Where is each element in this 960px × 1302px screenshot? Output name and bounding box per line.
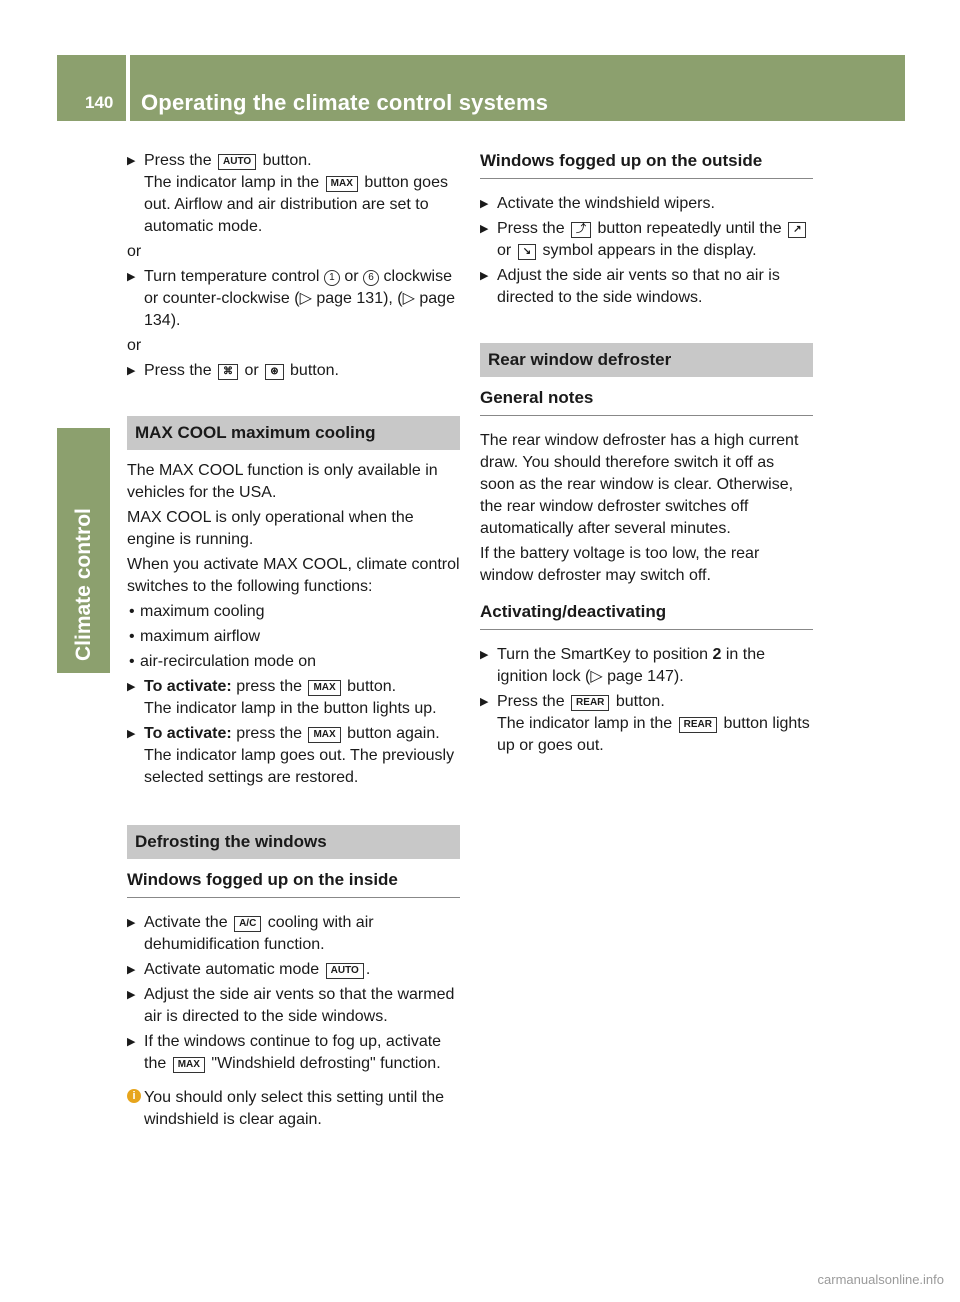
subheading-inside: Windows fogged up on the inside xyxy=(127,869,460,898)
bullet-item: • maximum airflow xyxy=(129,628,261,645)
info-icon: i xyxy=(127,1089,141,1103)
or-text: or xyxy=(127,243,142,260)
page-header xyxy=(57,55,905,121)
subheading-outside: Windows fogged up on the outside xyxy=(480,150,813,179)
step-item: ▶ If the windows continue to fog up, activate the MAX "Windshield defrosting" function. xyxy=(127,1033,442,1072)
callout-1-icon: 1 xyxy=(324,270,340,286)
temp-down-icon: ⊛ xyxy=(265,364,283,380)
section-heading-rear-defroster: Rear window defroster xyxy=(480,343,813,377)
temp-up-icon: ⌘ xyxy=(218,364,238,380)
defrost-max-icon: MAX xyxy=(173,1057,205,1073)
paragraph: MAX COOL is only operational when the engine is running. xyxy=(127,509,414,548)
section-heading-max-cool: MAX COOL maximum cooling xyxy=(127,416,460,450)
max-cool-icon: MAX xyxy=(308,680,340,696)
air-distribution-icon: ⤴ xyxy=(571,222,591,238)
page-title: Operating the climate control systems xyxy=(141,90,549,115)
watermark: carmanualsonline.info xyxy=(817,1272,944,1287)
step-item: ▶ Press the ⤴ button repeatedly until the ↗ or ↘ symbol appears in the display. xyxy=(480,218,813,262)
auto-button-icon: AUTO xyxy=(326,963,364,979)
step-arrow-icon: ▶ xyxy=(480,198,489,210)
step-item: ▶ Press the ⌘ or ⊛ button. xyxy=(127,360,460,382)
max-cool-icon: MAX xyxy=(308,727,340,743)
step-arrow-icon: ▶ xyxy=(127,681,136,693)
section-heading-defrosting: Defrosting the windows xyxy=(127,825,460,859)
paragraph: When you activate MAX COOL, climate control switches to the following functions: xyxy=(127,556,460,595)
step-arrow-icon: ▶ xyxy=(127,917,136,929)
callout-6-icon: 6 xyxy=(363,270,379,286)
step-arrow-icon: ▶ xyxy=(127,964,136,976)
step-arrow-icon: ▶ xyxy=(127,728,136,740)
section-side-tab xyxy=(57,428,110,673)
step-item: ▶ Activate the windshield wipers. xyxy=(480,193,813,215)
step-arrow-icon: ▶ xyxy=(127,155,136,167)
header-divider xyxy=(126,55,130,121)
subheading-activating: Activating/deactivating xyxy=(480,601,813,630)
paragraph: The rear window defroster has a high current draw. You should therefore switch it off as soon as the rear window is clear. Otherwise, the rear window defroster switches off automatically after several minutes. xyxy=(480,432,799,537)
step-arrow-icon: ▶ xyxy=(127,271,136,283)
step-arrow-icon: ▶ xyxy=(480,270,489,282)
step-item: ▶ To activate: press the MAX button again. The indicator lamp goes out. The previously selected settings are restored. xyxy=(127,725,455,786)
step-arrow-icon: ▶ xyxy=(127,989,136,1001)
step-arrow-icon: ▶ xyxy=(480,223,489,235)
left-column xyxy=(127,150,460,1131)
defrost-max-icon: MAX xyxy=(326,176,358,192)
step-arrow-icon: ▶ xyxy=(480,696,489,708)
paragraph: The MAX COOL function is only available in vehicles for the USA. xyxy=(127,462,438,501)
bullet-item: • air-recirculation mode on xyxy=(129,653,317,670)
bullet-item: • maximum cooling xyxy=(129,603,265,620)
step-arrow-icon: ▶ xyxy=(127,1036,136,1048)
step-arrow-icon: ▶ xyxy=(127,365,136,377)
air-windshield-icon: ↗ xyxy=(788,222,806,238)
rear-defrost-icon: REAR xyxy=(679,717,717,733)
step-item: ▶ Adjust the side air vents so that the warmed air is directed to the side windows. xyxy=(127,986,455,1025)
step-item: ▶ Press the AUTO button. The indicator lamp in the MAX button goes out. Airflow and air distribution are set to automatic mode. xyxy=(127,152,448,235)
rear-defrost-icon: REAR xyxy=(571,695,609,711)
step-item: ▶ Press the REAR button. The indicator lamp in the REAR button lights up or goes out. xyxy=(480,693,810,754)
subheading-general-notes: General notes xyxy=(480,387,813,416)
step-item: ▶ Turn the SmartKey to position 2 in the ignition lock (▷ page 147). xyxy=(480,646,766,685)
step-item: ▶ Activate the A/C cooling with air dehumidification function. xyxy=(127,914,374,953)
ac-button-icon: A/C xyxy=(234,916,261,932)
auto-button-icon: AUTO xyxy=(218,154,256,170)
step-item: ▶ Activate automatic mode AUTO . xyxy=(127,959,460,981)
air-footwell-icon: ↘ xyxy=(518,244,536,260)
step-item: ▶ To activate: press the MAX button. The indicator lamp in the button lights up. xyxy=(127,678,437,717)
side-tab-label: Climate control xyxy=(72,508,95,661)
step-item: ▶ Turn temperature control 1 or 6 clockwise or counter-clockwise (▷ page 131), (▷ page 134). xyxy=(127,268,455,329)
or-text: or xyxy=(127,337,142,354)
step-item: ▶ Adjust the side air vents so that no air is directed to the side windows. xyxy=(480,267,780,306)
step-arrow-icon: ▶ xyxy=(480,649,489,661)
right-column xyxy=(480,150,813,760)
info-note: i You should only select this setting until the windshield is clear again. xyxy=(127,1087,460,1131)
page-number: 140 xyxy=(85,93,114,112)
paragraph: If the battery voltage is too low, the rear window defroster may switch off. xyxy=(480,545,760,584)
